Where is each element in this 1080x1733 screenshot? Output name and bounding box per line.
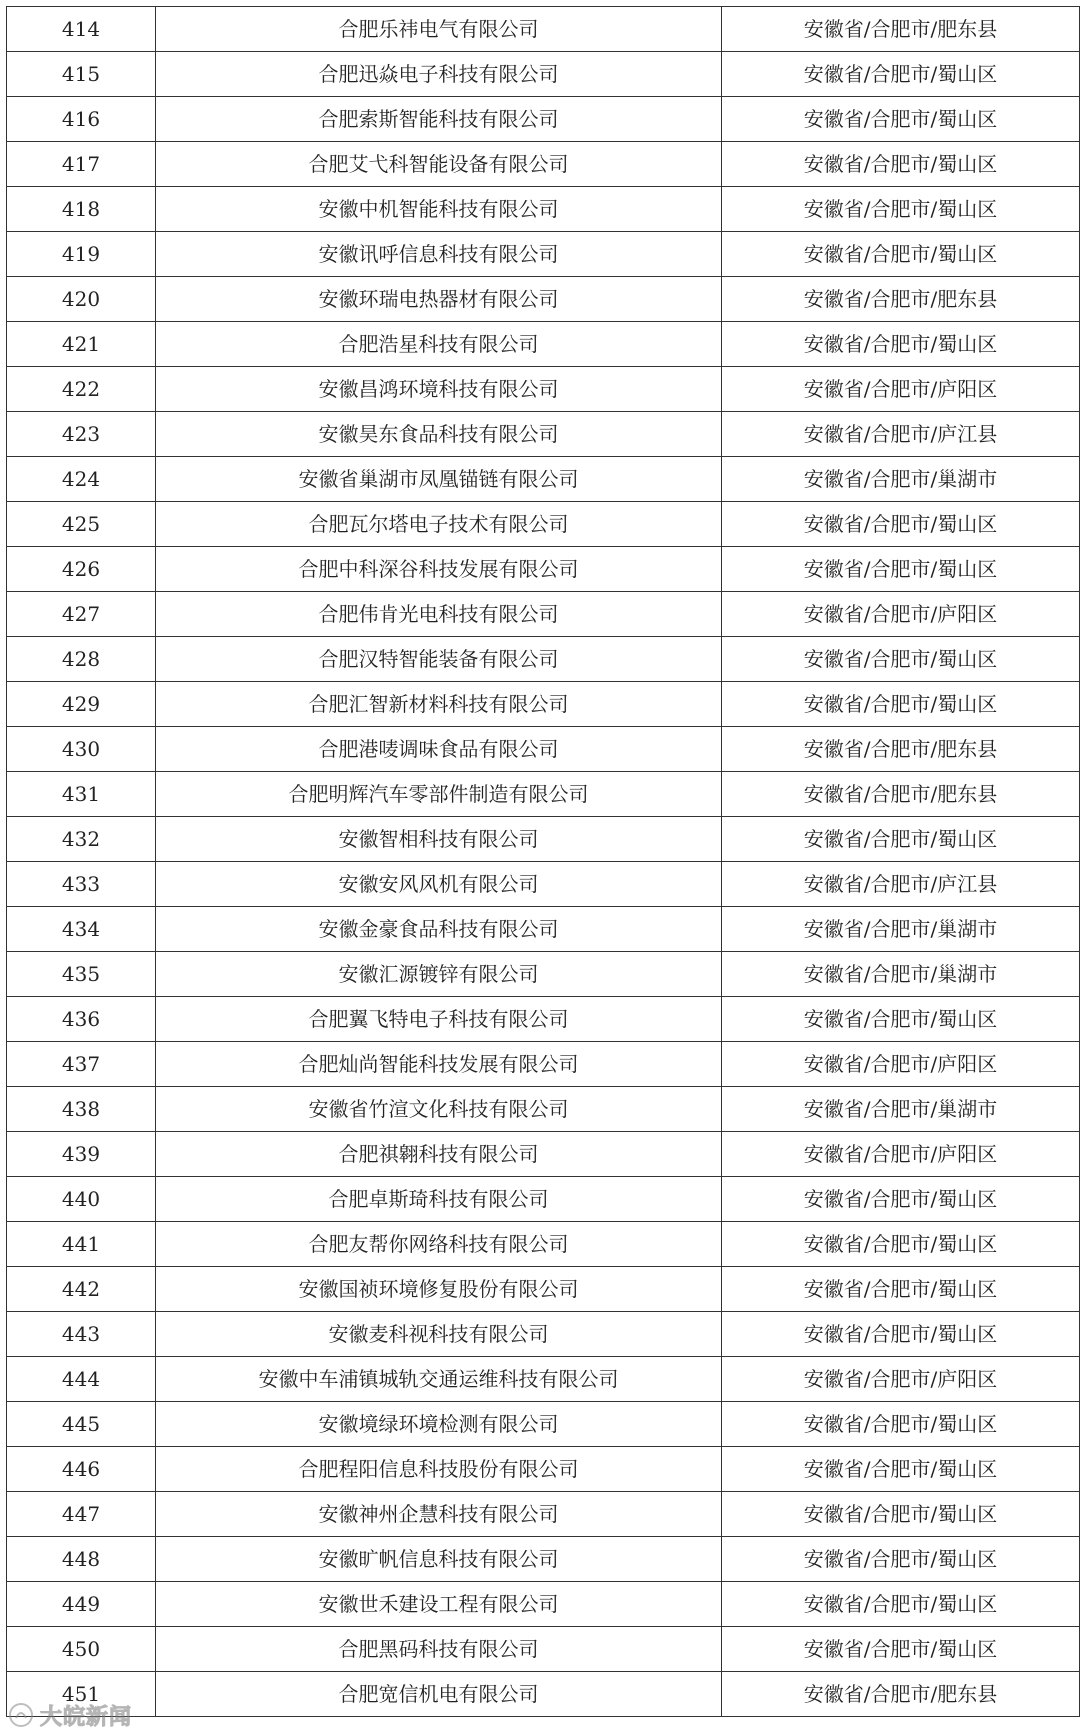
company-name: 安徽境绿环境检测有限公司 [156,1402,722,1447]
table-row [7,232,1080,277]
row-index: 441 [7,1222,156,1267]
table-row [7,727,1080,772]
row-index: 434 [7,907,156,952]
company-region: 安徽省/合肥市/庐阳区 [722,592,1080,637]
company-region: 安徽省/合肥市/巢湖市 [722,952,1080,997]
table-row [7,7,1080,52]
company-name: 安徽讯呼信息科技有限公司 [156,232,722,277]
company-region: 安徽省/合肥市/肥东县 [722,1672,1080,1717]
company-name: 合肥程阳信息科技股份有限公司 [156,1447,722,1492]
table-row [7,1627,1080,1672]
company-name: 安徽安风风机有限公司 [156,862,722,907]
company-name: 安徽神州企慧科技有限公司 [156,1492,722,1537]
row-index: 430 [7,727,156,772]
company-name: 合肥瓦尔塔电子技术有限公司 [156,502,722,547]
company-name: 安徽省巢湖市凤凰锚链有限公司 [156,457,722,502]
company-name: 安徽省竹渲文化科技有限公司 [156,1087,722,1132]
table-row [7,412,1080,457]
company-name: 合肥艾弋科智能设备有限公司 [156,142,722,187]
table-row [7,817,1080,862]
company-region: 安徽省/合肥市/肥东县 [722,277,1080,322]
company-region: 安徽省/合肥市/肥东县 [722,7,1080,52]
company-region: 安徽省/合肥市/蜀山区 [722,52,1080,97]
row-index: 422 [7,367,156,412]
company-region: 安徽省/合肥市/庐阳区 [722,1042,1080,1087]
table-row [7,1132,1080,1177]
watermark-text: 大皖新闻 [40,1704,133,1730]
company-region: 安徽省/合肥市/蜀山区 [722,1402,1080,1447]
row-index: 423 [7,412,156,457]
table-row [7,637,1080,682]
company-region: 安徽省/合肥市/庐阳区 [722,1357,1080,1402]
company-name: 安徽智相科技有限公司 [156,817,722,862]
table-body [7,7,1080,1717]
row-index: 432 [7,817,156,862]
company-name: 合肥伟肯光电科技有限公司 [156,592,722,637]
company-name: 合肥汉特智能装备有限公司 [156,637,722,682]
table-row [7,1267,1080,1312]
company-region: 安徽省/合肥市/蜀山区 [722,502,1080,547]
table-row [7,1402,1080,1447]
company-region: 安徽省/合肥市/蜀山区 [722,322,1080,367]
company-name: 合肥汇智新材料科技有限公司 [156,682,722,727]
company-name: 合肥明辉汽车零部件制造有限公司 [156,772,722,817]
row-index: 424 [7,457,156,502]
table-row [7,1087,1080,1132]
table-row [7,1357,1080,1402]
company-name: 安徽中机智能科技有限公司 [156,187,722,232]
company-region: 安徽省/合肥市/蜀山区 [722,817,1080,862]
company-region: 安徽省/合肥市/庐江县 [722,412,1080,457]
table-row [7,502,1080,547]
row-index: 450 [7,1627,156,1672]
row-index: 428 [7,637,156,682]
company-name: 合肥友帮你网络科技有限公司 [156,1222,722,1267]
row-index: 415 [7,52,156,97]
table-row [7,1222,1080,1267]
row-index: 418 [7,187,156,232]
company-name: 合肥迅焱电子科技有限公司 [156,52,722,97]
row-index: 440 [7,1177,156,1222]
company-region: 安徽省/合肥市/蜀山区 [722,1627,1080,1672]
table-row [7,682,1080,727]
table-row [7,277,1080,322]
company-name: 安徽昊东食品科技有限公司 [156,412,722,457]
company-name: 安徽国祯环境修复股份有限公司 [156,1267,722,1312]
row-index: 427 [7,592,156,637]
company-name: 合肥黑码科技有限公司 [156,1627,722,1672]
company-region: 安徽省/合肥市/蜀山区 [722,1537,1080,1582]
table-row [7,367,1080,412]
company-name: 合肥中科深谷科技发展有限公司 [156,547,722,592]
company-region: 安徽省/合肥市/蜀山区 [722,1447,1080,1492]
company-region: 安徽省/合肥市/蜀山区 [722,187,1080,232]
row-index: 438 [7,1087,156,1132]
table-row [7,997,1080,1042]
company-region: 安徽省/合肥市/蜀山区 [722,682,1080,727]
company-name: 合肥乐祎电气有限公司 [156,7,722,52]
row-index: 414 [7,7,156,52]
row-index: 447 [7,1492,156,1537]
row-index: 435 [7,952,156,997]
company-region: 安徽省/合肥市/肥东县 [722,772,1080,817]
row-index: 425 [7,502,156,547]
company-region: 安徽省/合肥市/蜀山区 [722,1582,1080,1627]
company-region: 安徽省/合肥市/蜀山区 [722,1312,1080,1357]
table-row [7,907,1080,952]
company-region: 安徽省/合肥市/蜀山区 [722,142,1080,187]
company-region: 安徽省/合肥市/巢湖市 [722,1087,1080,1132]
company-name: 合肥祺翱科技有限公司 [156,1132,722,1177]
table-row [7,952,1080,997]
row-index: 444 [7,1357,156,1402]
row-index: 448 [7,1537,156,1582]
table-row [7,457,1080,502]
company-region: 安徽省/合肥市/庐江县 [722,862,1080,907]
company-region: 安徽省/合肥市/蜀山区 [722,232,1080,277]
row-index: 433 [7,862,156,907]
company-region: 安徽省/合肥市/巢湖市 [722,907,1080,952]
row-index: 419 [7,232,156,277]
table-row [7,97,1080,142]
table-row [7,862,1080,907]
table-row [7,1492,1080,1537]
company-region: 安徽省/合肥市/蜀山区 [722,547,1080,592]
company-name: 安徽汇源镀锌有限公司 [156,952,722,997]
table-row [7,547,1080,592]
company-region: 安徽省/合肥市/蜀山区 [722,637,1080,682]
company-region: 安徽省/合肥市/庐阳区 [722,367,1080,412]
company-name: 合肥灿尚智能科技发展有限公司 [156,1042,722,1087]
row-index: 442 [7,1267,156,1312]
row-index: 431 [7,772,156,817]
company-region: 安徽省/合肥市/蜀山区 [722,1267,1080,1312]
row-index: 437 [7,1042,156,1087]
row-index: 416 [7,97,156,142]
company-region: 安徽省/合肥市/蜀山区 [722,1177,1080,1222]
company-name: 安徽昌鸿环境科技有限公司 [156,367,722,412]
company-region: 安徽省/合肥市/蜀山区 [722,997,1080,1042]
company-name: 安徽中车浦镇城轨交通运维科技有限公司 [156,1357,722,1402]
row-index: 451 [7,1672,156,1717]
company-name: 安徽旷帆信息科技有限公司 [156,1537,722,1582]
row-index: 426 [7,547,156,592]
company-name: 安徽世禾建设工程有限公司 [156,1582,722,1627]
company-region: 安徽省/合肥市/蜀山区 [722,1492,1080,1537]
row-index: 421 [7,322,156,367]
row-index: 417 [7,142,156,187]
row-index: 449 [7,1582,156,1627]
row-index: 443 [7,1312,156,1357]
company-name: 安徽金豪食品科技有限公司 [156,907,722,952]
table-row [7,142,1080,187]
table-row [7,1447,1080,1492]
company-name: 合肥翼飞特电子科技有限公司 [156,997,722,1042]
company-region: 安徽省/合肥市/巢湖市 [722,457,1080,502]
row-index: 445 [7,1402,156,1447]
table-row [7,1537,1080,1582]
company-name: 合肥宽信机电有限公司 [156,1672,722,1717]
table-row [7,772,1080,817]
table-row [7,1177,1080,1222]
company-region: 安徽省/合肥市/肥东县 [722,727,1080,772]
row-index: 429 [7,682,156,727]
row-index: 439 [7,1132,156,1177]
company-table [6,6,1080,1717]
company-region: 安徽省/合肥市/蜀山区 [722,1222,1080,1267]
row-index: 446 [7,1447,156,1492]
table-row [7,1672,1080,1717]
row-index: 420 [7,277,156,322]
table-row [7,592,1080,637]
table-row [7,52,1080,97]
table-row [7,322,1080,367]
table-row [7,187,1080,232]
table-row [7,1042,1080,1087]
company-list-sheet [6,6,1076,1717]
company-name: 安徽麦科视科技有限公司 [156,1312,722,1357]
table-row [7,1582,1080,1627]
company-name: 合肥卓斯琦科技有限公司 [156,1177,722,1222]
company-name: 合肥索斯智能科技有限公司 [156,97,722,142]
company-name: 安徽环瑞电热器材有限公司 [156,277,722,322]
company-name: 合肥浩星科技有限公司 [156,322,722,367]
table-row [7,1312,1080,1357]
company-name: 合肥港唛调味食品有限公司 [156,727,722,772]
row-index: 436 [7,997,156,1042]
company-region: 安徽省/合肥市/庐阳区 [722,1132,1080,1177]
company-region: 安徽省/合肥市/蜀山区 [722,97,1080,142]
